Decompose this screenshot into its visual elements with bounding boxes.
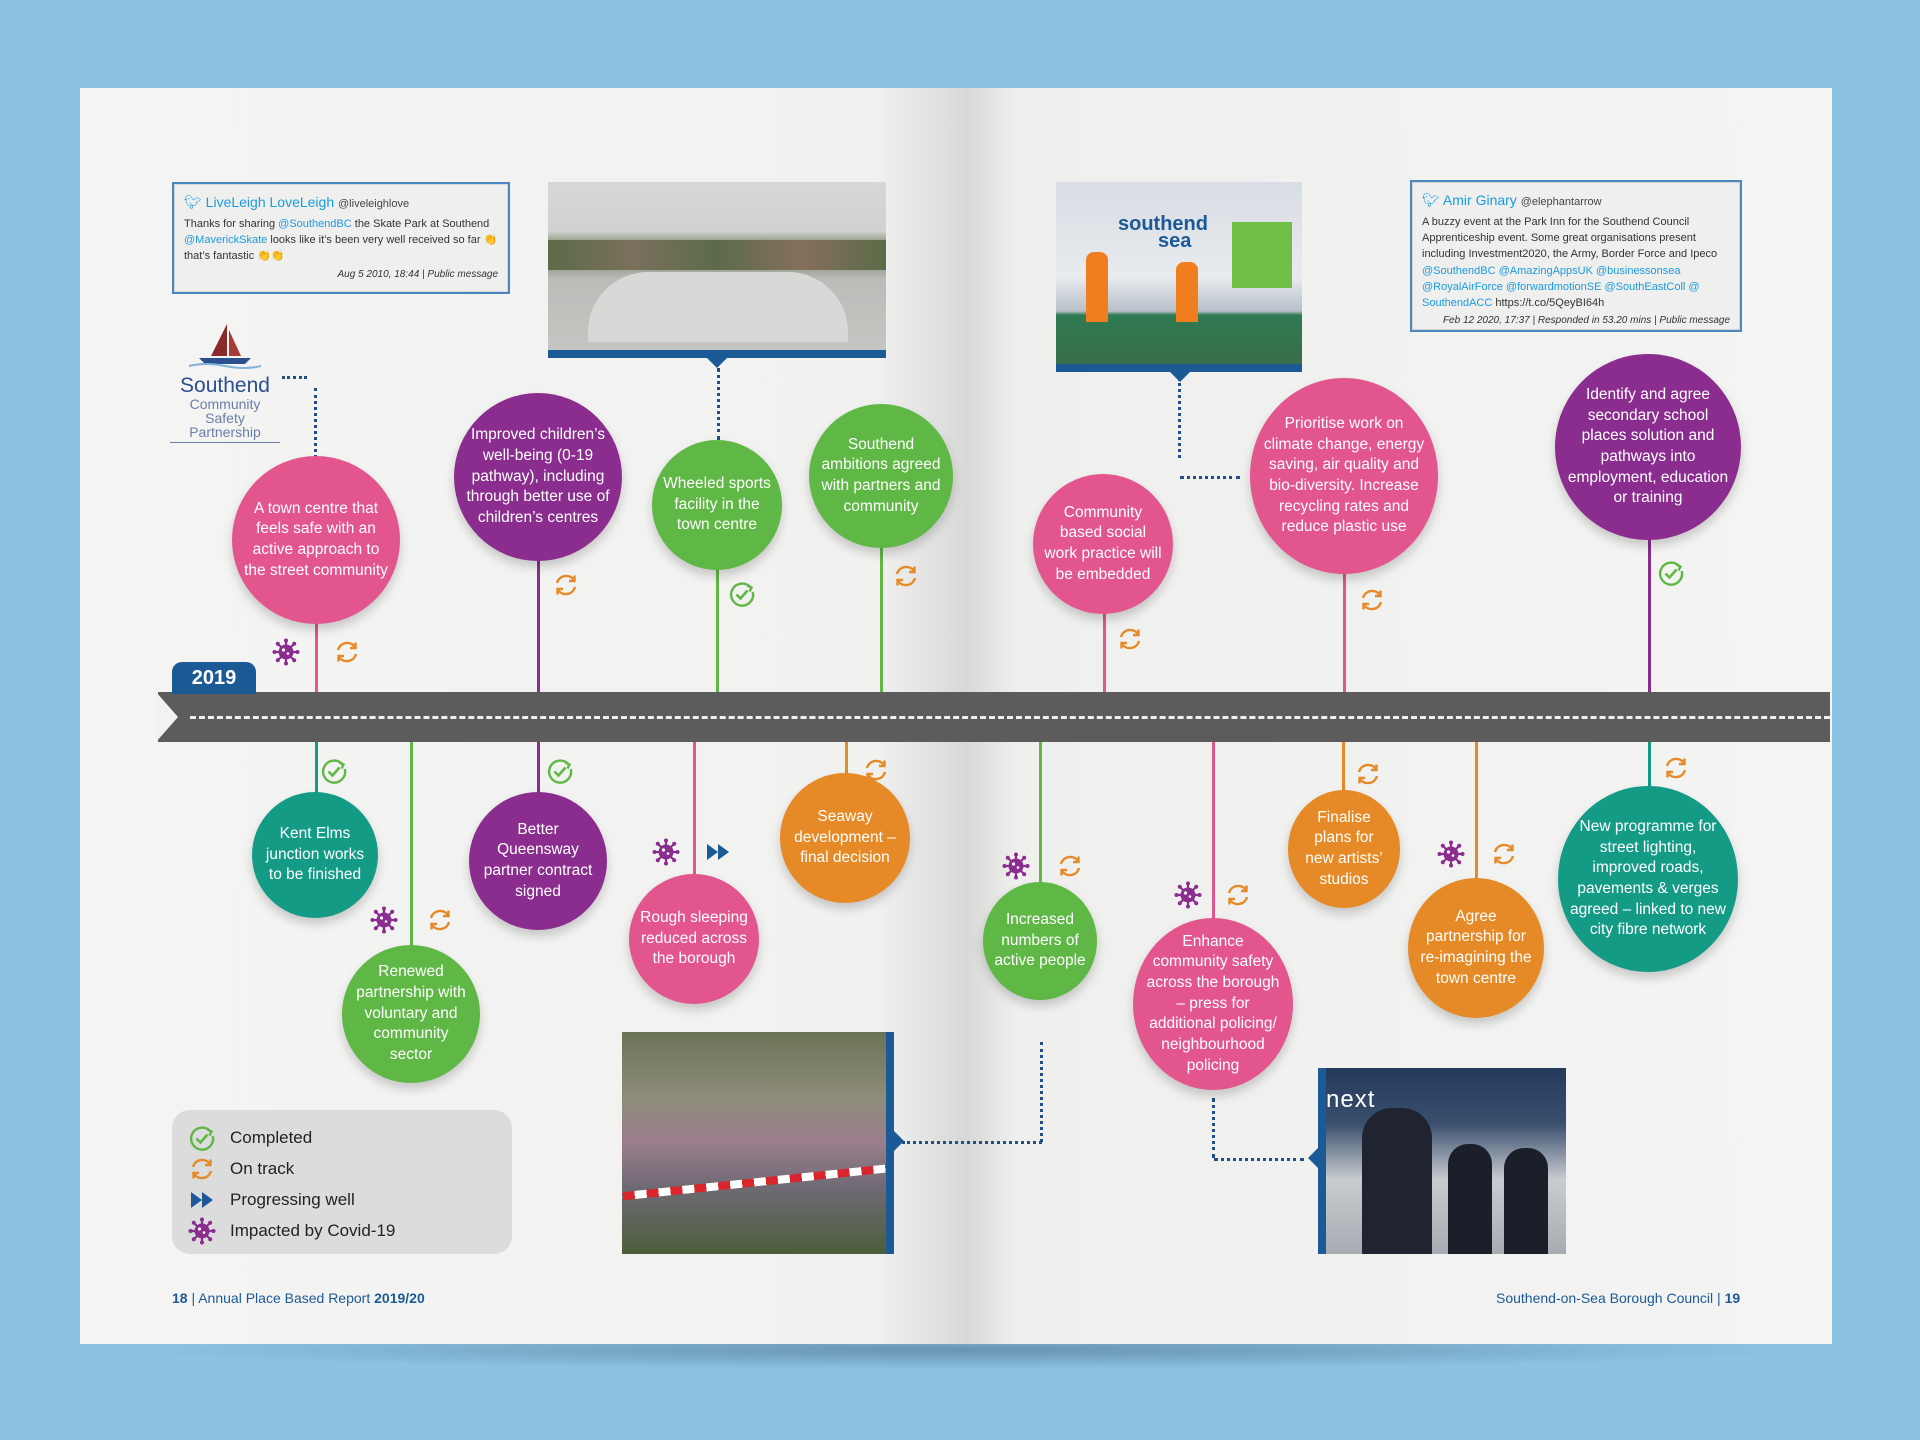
covid-icon: [1174, 881, 1202, 909]
bubble-southend-ambitions: Southend ambitions agreed with partners and community: [809, 404, 953, 548]
on-track-icon: [892, 562, 920, 590]
tweet-author: Amir Ginary: [1442, 192, 1517, 208]
progressing-well-icon: [704, 838, 732, 866]
police-photo-connector: [1212, 1098, 1215, 1158]
community-safety-partnership-logo: Southend Community Safety Partnership: [170, 320, 280, 443]
legend-item-completed: Completed: [188, 1122, 496, 1153]
stem: [1648, 535, 1651, 692]
tweet-handle: @liveleighlove: [338, 198, 410, 210]
on-track-icon: [1116, 625, 1144, 653]
stem: [693, 742, 696, 880]
on-track-icon: [188, 1155, 216, 1183]
stem: [1212, 742, 1215, 922]
tweet-meta: Feb 12 2020, 17:37 | Responded in 53.20 mins | Public message: [1442, 315, 1730, 327]
on-track-icon: [1354, 760, 1382, 788]
recycling-event-photo: southend sea: [1056, 182, 1302, 372]
bubble-community-social-work: Community based social work practice will be embedded: [1033, 474, 1173, 614]
on-track-icon: [426, 906, 454, 934]
stem: [410, 742, 413, 954]
on-track-icon: [333, 638, 361, 666]
stem: [315, 620, 318, 692]
timeline-road-arrow-notch: [156, 692, 178, 742]
twitter-bird-icon: 🐦︎: [1422, 192, 1440, 208]
stem: [716, 565, 719, 692]
tweet-handle: @elephantarrow: [1520, 196, 1602, 208]
stem: [1039, 742, 1042, 887]
covid-icon: [1002, 852, 1030, 880]
stem: [537, 742, 540, 794]
bubble-renewed-partnership: Renewed partnership with voluntary and community sector: [342, 945, 480, 1083]
bubble-wheeled-sports: Wheeled sports facility in the town centre: [652, 440, 782, 570]
sailboat-icon: [185, 320, 265, 370]
bubble-rough-sleeping: Rough sleeping reduced across the borough: [629, 874, 759, 1004]
logo-text: Southend: [180, 374, 270, 397]
covid-icon: [272, 638, 300, 666]
photo-pointer: [707, 358, 727, 368]
legend-item-on-track: On track: [188, 1153, 496, 1184]
completed-icon: [546, 757, 574, 785]
covid-icon: [652, 838, 680, 866]
stem: [1475, 742, 1478, 880]
completed-icon: [188, 1124, 216, 1152]
on-track-icon: [1224, 881, 1252, 909]
completed-icon: [320, 757, 348, 785]
covid-icon: [1437, 840, 1465, 868]
bubble-kent-elms: Kent Elms junction works to be finished: [252, 792, 378, 918]
tweet-meta: Aug 5 2010, 18:44 | Public message: [337, 268, 498, 280]
logo-connector: [314, 388, 317, 458]
stem: [1343, 570, 1346, 692]
stem: [537, 555, 540, 692]
tweet-text: Thanks for sharing @SouthendBC the Skate Park at Southend @MaverickSkate looks like it’s been very well received so far 👏 that’s fantastic 👏👏: [184, 217, 498, 263]
photo-pointer: [894, 1131, 904, 1151]
logo-connector: [282, 376, 307, 379]
cycling-photo-connector: [1040, 1042, 1043, 1142]
bubble-seaway: Seaway development – final decision: [780, 773, 910, 903]
on-track-icon: [862, 756, 890, 784]
covid-icon: [188, 1217, 216, 1245]
tweet-author: LiveLeigh LoveLeigh: [205, 194, 335, 210]
on-track-icon: [1490, 840, 1518, 868]
completed-icon: [728, 580, 756, 608]
tweet-card-liveleigh: [172, 182, 510, 294]
skatepark-photo: [548, 182, 886, 358]
photo-pointer: [1308, 1148, 1318, 1168]
bubble-secondary-school: Identify and agree secondary school places solution and pathways into employment, education or training: [1555, 354, 1741, 540]
on-track-icon: [1662, 754, 1690, 782]
stem: [1103, 610, 1106, 692]
tweet-card-amir: [1410, 180, 1742, 332]
stem: [880, 545, 883, 692]
bubble-artists-studios: Finalise plans for new artists’ studios: [1288, 790, 1400, 908]
bubble-community-safety: Enhance community safety across the borough – press for additional policing/ neighbourhood policing: [1133, 918, 1293, 1090]
status-legend: [172, 1110, 512, 1254]
recycling-photo-connector: [1180, 476, 1240, 479]
bubble-climate-change: Prioritise work on climate change, energy saving, air quality and bio-diversity. Increase recycling rates and reduce plastic use: [1250, 378, 1438, 574]
right-page-footer: Southend-on-Sea Borough Council | 19: [1496, 1290, 1741, 1306]
recycling-photo-connector: [1178, 378, 1181, 458]
year-tab: 2019: [172, 662, 256, 694]
photo-pointer: [1170, 372, 1190, 382]
cycling-photo-connector: [902, 1141, 1042, 1144]
bubble-active-people: Increased numbers of active people: [983, 882, 1097, 1000]
left-page-footer: 18 | Annual Place Based Report 2019/20: [172, 1290, 425, 1306]
legend-item-progressing: Progressing well: [188, 1184, 496, 1215]
bubble-street-lighting: New programme for street lighting, improved roads, pavements & verges agreed – linked to new city fibre network: [1558, 786, 1738, 972]
twitter-bird-icon: 🐦︎: [184, 194, 202, 210]
police-photo-connector: [1214, 1158, 1304, 1161]
timeline-road-center-line: [190, 716, 1830, 719]
bubble-children-wellbeing: Improved children’s well-being (0-19 pathway), including through better use of children’s centres: [454, 393, 622, 561]
progressing-well-icon: [188, 1186, 216, 1214]
on-track-icon: [1056, 852, 1084, 880]
covid-icon: [370, 906, 398, 934]
bubble-reimagining-town-centre: Agree partnership for re-imagining the town centre: [1408, 878, 1544, 1018]
legend-item-covid: Impacted by Covid-19: [188, 1215, 496, 1246]
police-photo: next: [1318, 1068, 1566, 1254]
bubble-better-queensway: Better Queensway partner contract signed: [469, 792, 607, 930]
skatepark-photo-connector: [717, 368, 720, 440]
on-track-icon: [552, 571, 580, 599]
completed-icon: [1657, 559, 1685, 587]
bubble-town-centre-safe: A town centre that feels safe with an active approach to the street community: [232, 456, 400, 624]
tweet-text: A buzzy event at the Park Inn for the Southend Council Apprenticeship event. Some great organisations present including Investment2020, the Army, Border Force and Ipeco @SouthendBC @AmazingAppsUK @businessonsea @RoyalAirForce @forwardmotionSE @SouthEastColl @ SouthendACC https://t.co/5QeyBI64h: [1422, 215, 1718, 310]
cycling-event-photo: [622, 1032, 894, 1254]
on-track-icon: [1358, 586, 1386, 614]
